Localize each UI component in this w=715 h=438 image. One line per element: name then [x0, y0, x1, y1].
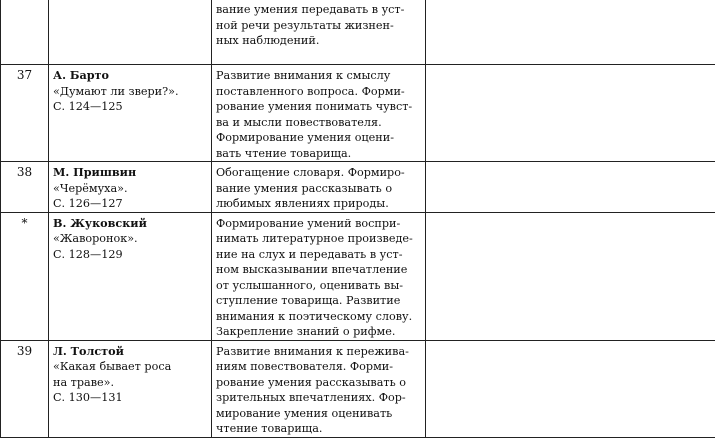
- lesson-number: 39: [1, 340, 49, 437]
- lesson-number: *: [1, 212, 49, 340]
- lesson-author: М. Пришвин: [53, 165, 207, 181]
- lesson-author: А. Барто: [53, 68, 207, 84]
- table-row: [1, 0, 715, 65]
- lesson-topic: [49, 340, 212, 437]
- lesson-title: «Думают ли звери?».: [53, 84, 207, 100]
- goal-line: рование умения рассказывать о: [216, 375, 422, 391]
- lesson-title: «Жаворонок».: [53, 231, 207, 247]
- notes-cell: [426, 212, 715, 340]
- lesson-pages: С. 128—129: [53, 247, 207, 263]
- lesson-title: «Черёмуха».: [53, 181, 207, 197]
- goal-line: ной речи результаты жизнен-: [216, 18, 422, 34]
- goal-line: Формирование умения оцени-: [216, 130, 422, 146]
- goal-line: вание умения рассказывать о: [216, 181, 422, 197]
- lesson-goals: [212, 0, 426, 65]
- lesson-author: В. Жуковский: [53, 216, 207, 232]
- goal-line: Развитие внимания к смыслу: [216, 68, 422, 84]
- lesson-goals: [212, 212, 426, 340]
- goal-line: внимания к поэтическому слову.: [216, 309, 422, 325]
- lesson-goals: [212, 340, 426, 437]
- lesson-number: [1, 0, 49, 65]
- goal-line: от услышанного, оценивать вы-: [216, 278, 422, 294]
- lesson-goals: [212, 65, 426, 162]
- lesson-number: 37: [1, 65, 49, 162]
- lesson-topic: [49, 212, 212, 340]
- goal-line: Развитие внимания к пережива-: [216, 344, 422, 360]
- lesson-topic: [49, 162, 212, 213]
- goal-line: любимых явлениях природы.: [216, 196, 422, 212]
- goal-line: вание умения передавать в уст-: [216, 2, 422, 18]
- goal-line: вать чтение товарища.: [216, 146, 422, 162]
- goal-line: ниям повествователя. Форми-: [216, 359, 422, 375]
- table-row: [1, 162, 715, 213]
- goal-line: ном высказывании впечатление: [216, 262, 422, 278]
- goal-line: Обогащение словаря. Формиро-: [216, 165, 422, 181]
- table-row: [1, 340, 715, 437]
- goal-line: мирование умения оценивать: [216, 406, 422, 422]
- lesson-title: на траве».: [53, 375, 207, 391]
- goal-line: ных наблюдений.: [216, 33, 422, 49]
- goal-line: Закрепление знаний о рифме.: [216, 324, 422, 340]
- goal-line: ступление товарища. Развитие: [216, 293, 422, 309]
- notes-cell: [426, 0, 715, 65]
- goal-line: поставленного вопроса. Форми-: [216, 84, 422, 100]
- lesson-pages: С. 130—131: [53, 390, 207, 406]
- lesson-number: 38: [1, 162, 49, 213]
- notes-cell: [426, 162, 715, 213]
- goal-line: ва и мысли повествователя.: [216, 115, 422, 131]
- goal-line: зрительных впечатлениях. Фор-: [216, 390, 422, 406]
- lesson-goals: [212, 162, 426, 213]
- notes-cell: [426, 65, 715, 162]
- lesson-title: «Какая бывает роса: [53, 359, 207, 375]
- goal-line: рование умения понимать чувст-: [216, 99, 422, 115]
- goal-line: чтение товарища.: [216, 421, 422, 437]
- goal-line: нимать литературное произведе-: [216, 231, 422, 247]
- lesson-pages: С. 126—127: [53, 196, 207, 212]
- lesson-topic: [49, 0, 212, 65]
- goal-line: Формирование умений воспри-: [216, 216, 422, 232]
- table-row: [1, 212, 715, 340]
- table-row: [1, 65, 715, 162]
- goal-line: ние на слух и передавать в уст-: [216, 247, 422, 263]
- lesson-author: Л. Толстой: [53, 344, 207, 360]
- lesson-pages: С. 124—125: [53, 99, 207, 115]
- lesson-topic: [49, 65, 212, 162]
- notes-cell: [426, 340, 715, 437]
